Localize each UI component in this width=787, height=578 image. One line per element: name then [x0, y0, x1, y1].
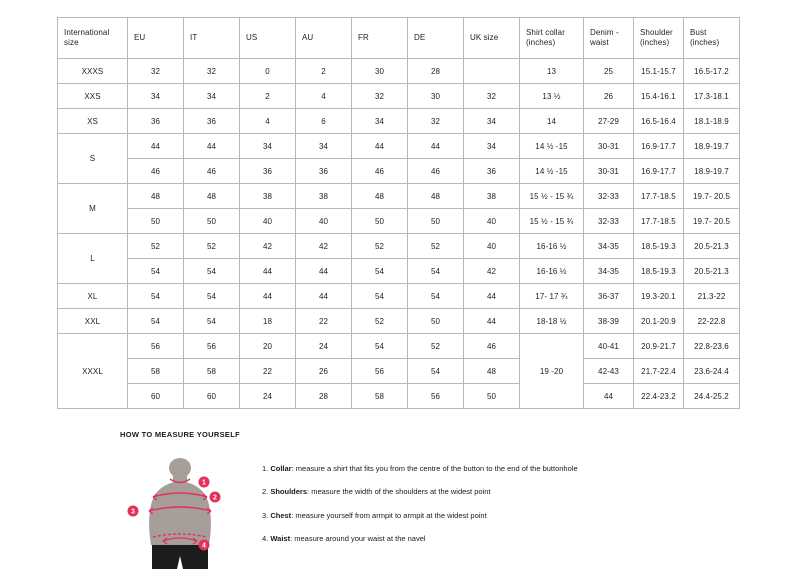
measure-step — [262, 512, 578, 520]
cell-us: 40 — [240, 209, 296, 234]
cell-au: 44 — [296, 284, 352, 309]
cell-collar: 14 ½ -15 — [520, 134, 584, 159]
measure-step — [262, 535, 578, 543]
cell-denim: 44 — [584, 384, 634, 409]
cell-collar: 16-16 ½ — [520, 234, 584, 259]
cell-bust: 16.5-17.2 — [684, 59, 740, 84]
table-row — [58, 259, 740, 284]
cell-us: 18 — [240, 309, 296, 334]
cell-fr: 34 — [352, 109, 408, 134]
cell-uk: 44 — [464, 284, 520, 309]
header-shirt-collar: Shirt collar (inches) — [520, 18, 584, 59]
table-row — [58, 284, 740, 309]
cell-fr: 30 — [352, 59, 408, 84]
size-table-container — [57, 17, 733, 409]
cell-denim: 25 — [584, 59, 634, 84]
cell-au: 26 — [296, 359, 352, 384]
cell-shoulder: 21.7-22.4 — [634, 359, 684, 384]
cell-eu: 34 — [128, 84, 184, 109]
cell-shoulder: 17.7-18.5 — [634, 209, 684, 234]
cell-shoulder: 17.7-18.5 — [634, 184, 684, 209]
cell-de: 56 — [408, 384, 464, 409]
measure-step-text: : measure the width of the shoulders at the widest point — [307, 487, 491, 497]
cell-bust: 18.1-18.9 — [684, 109, 740, 134]
cell-it: 36 — [184, 109, 240, 134]
header-it: IT — [184, 18, 240, 59]
cell-uk: 36 — [464, 159, 520, 184]
cell-us: 42 — [240, 234, 296, 259]
cell-au: 36 — [296, 159, 352, 184]
cell-it: 46 — [184, 159, 240, 184]
cell-uk: 34 — [464, 134, 520, 159]
cell-denim: 26 — [584, 84, 634, 109]
cell-au: 4 — [296, 84, 352, 109]
cell-fr: 50 — [352, 209, 408, 234]
measure-step-label: Chest — [270, 510, 292, 520]
table-row — [58, 384, 740, 409]
cell-it: 56 — [184, 334, 240, 359]
cell-denim: 30-31 — [584, 159, 634, 184]
cell-eu: 48 — [128, 184, 184, 209]
cell-it: 48 — [184, 184, 240, 209]
cell-uk: 34 — [464, 109, 520, 134]
header-au: AU — [296, 18, 352, 59]
cell-collar: 16-16 ½ — [520, 259, 584, 284]
cell-de: 50 — [408, 209, 464, 234]
cell-international-size: XXXL — [58, 334, 128, 409]
measure-step-number: 4. — [262, 533, 271, 543]
cell-fr: 54 — [352, 284, 408, 309]
svg-text:1: 1 — [202, 479, 206, 487]
cell-it: 34 — [184, 84, 240, 109]
cell-au: 22 — [296, 309, 352, 334]
cell-eu: 46 — [128, 159, 184, 184]
table-row — [58, 334, 740, 359]
cell-fr: 54 — [352, 334, 408, 359]
measure-step-text: : measure a shirt that fits you from the centre of the button to the end of the buttonhole — [291, 464, 578, 473]
cell-denim: 38-39 — [584, 309, 634, 334]
cell-international-size: XXS — [58, 84, 128, 109]
cell-international-size: XL — [58, 284, 128, 309]
cell-uk: 48 — [464, 359, 520, 384]
size-chart-table — [57, 17, 740, 409]
cell-fr: 52 — [352, 234, 408, 259]
cell-us: 20 — [240, 334, 296, 359]
cell-us: 44 — [240, 284, 296, 309]
cell-bust: 21.3-22 — [684, 284, 740, 309]
table-row — [58, 234, 740, 259]
cell-collar: 15 ½ - 15 ¾ — [520, 184, 584, 209]
cell-de: 46 — [408, 159, 464, 184]
cell-uk: 40 — [464, 234, 520, 259]
cell-denim: 32-33 — [584, 209, 634, 234]
cell-au: 42 — [296, 234, 352, 259]
cell-fr: 44 — [352, 134, 408, 159]
cell-bust: 17.3-18.1 — [684, 84, 740, 109]
cell-de: 54 — [408, 284, 464, 309]
cell-eu: 58 — [128, 359, 184, 384]
measure-step — [262, 465, 578, 473]
cell-fr: 52 — [352, 309, 408, 334]
cell-denim: 40-41 — [584, 334, 634, 359]
cell-collar: 19 -20 — [520, 334, 584, 409]
cell-us: 22 — [240, 359, 296, 384]
cell-eu: 54 — [128, 309, 184, 334]
cell-de: 28 — [408, 59, 464, 84]
table-row — [58, 109, 740, 134]
cell-us: 24 — [240, 384, 296, 409]
body-measurement-diagram — [120, 453, 240, 575]
how-to-measure-title: HOW TO MEASURE YOURSELF — [120, 430, 240, 439]
table-row — [58, 309, 740, 334]
cell-uk: 32 — [464, 84, 520, 109]
cell-fr: 56 — [352, 359, 408, 384]
cell-us: 2 — [240, 84, 296, 109]
cell-de: 32 — [408, 109, 464, 134]
cell-eu: 56 — [128, 334, 184, 359]
cell-au: 24 — [296, 334, 352, 359]
cell-international-size: XXL — [58, 309, 128, 334]
cell-bust: 24.4-25.2 — [684, 384, 740, 409]
cell-it: 32 — [184, 59, 240, 84]
cell-bust: 20.5-21.3 — [684, 234, 740, 259]
header-bust: Bust (inches) — [684, 18, 740, 59]
cell-de: 52 — [408, 334, 464, 359]
cell-bust: 19.7- 20.5 — [684, 184, 740, 209]
cell-fr: 32 — [352, 84, 408, 109]
cell-it: 54 — [184, 259, 240, 284]
cell-de: 54 — [408, 359, 464, 384]
cell-shoulder: 18.5-19.3 — [634, 259, 684, 284]
cell-au: 34 — [296, 134, 352, 159]
table-row — [58, 359, 740, 384]
cell-collar: 13 ½ — [520, 84, 584, 109]
cell-eu: 52 — [128, 234, 184, 259]
cell-it: 60 — [184, 384, 240, 409]
header-denim-waist: Denim - waist — [584, 18, 634, 59]
cell-us: 36 — [240, 159, 296, 184]
cell-collar: 13 — [520, 59, 584, 84]
cell-au: 44 — [296, 259, 352, 284]
header-shoulder: Shoulder (inches) — [634, 18, 684, 59]
header-international-size: International size — [58, 18, 128, 59]
measure-step-label: Shoulders — [270, 487, 308, 497]
cell-us: 4 — [240, 109, 296, 134]
cell-uk: 50 — [464, 384, 520, 409]
header-eu: EU — [128, 18, 184, 59]
cell-uk: 40 — [464, 209, 520, 234]
cell-it: 50 — [184, 209, 240, 234]
cell-shoulder: 20.1-20.9 — [634, 309, 684, 334]
cell-eu: 50 — [128, 209, 184, 234]
measure-step-text: : measure around your waist at the navel — [290, 533, 426, 543]
cell-fr: 46 — [352, 159, 408, 184]
cell-bust: 23.6-24.4 — [684, 359, 740, 384]
cell-shoulder: 16.9-17.7 — [634, 159, 684, 184]
cell-de: 54 — [408, 259, 464, 284]
cell-denim: 42-43 — [584, 359, 634, 384]
svg-text:2: 2 — [213, 494, 217, 502]
cell-international-size: XS — [58, 109, 128, 134]
cell-it: 52 — [184, 234, 240, 259]
measure-step — [262, 488, 578, 496]
cell-shoulder: 20.9-21.7 — [634, 334, 684, 359]
cell-international-size: L — [58, 234, 128, 284]
cell-international-size: S — [58, 134, 128, 184]
cell-it: 54 — [184, 284, 240, 309]
measure-step-number: 2. — [262, 487, 271, 497]
cell-shoulder: 22.4-23.2 — [634, 384, 684, 409]
cell-fr: 58 — [352, 384, 408, 409]
cell-eu: 32 — [128, 59, 184, 84]
cell-denim: 34-35 — [584, 259, 634, 284]
cell-it: 58 — [184, 359, 240, 384]
table-row — [58, 134, 740, 159]
measure-step-label: Collar — [270, 464, 292, 473]
table-row — [58, 184, 740, 209]
cell-de: 30 — [408, 84, 464, 109]
cell-international-size: XXXS — [58, 59, 128, 84]
cell-us: 34 — [240, 134, 296, 159]
measure-step-number: 3. — [262, 510, 271, 520]
measure-step-text: : measure yourself from armpit to armpit at the widest point — [291, 510, 487, 520]
table-body — [58, 59, 740, 409]
cell-shoulder: 16.9-17.7 — [634, 134, 684, 159]
cell-collar: 18-18 ½ — [520, 309, 584, 334]
cell-bust: 18.9-19.7 — [684, 159, 740, 184]
table-row — [58, 59, 740, 84]
cell-uk: 38 — [464, 184, 520, 209]
table-row — [58, 209, 740, 234]
cell-international-size: M — [58, 184, 128, 234]
cell-denim: 36-37 — [584, 284, 634, 309]
cell-it: 44 — [184, 134, 240, 159]
cell-denim: 32-33 — [584, 184, 634, 209]
header-de: DE — [408, 18, 464, 59]
cell-shoulder: 15.4-16.1 — [634, 84, 684, 109]
cell-it: 54 — [184, 309, 240, 334]
cell-de: 52 — [408, 234, 464, 259]
svg-text:3: 3 — [131, 508, 135, 516]
cell-shoulder: 19.3-20.1 — [634, 284, 684, 309]
header-us: US — [240, 18, 296, 59]
cell-collar: 14 — [520, 109, 584, 134]
cell-shoulder: 16.5-16.4 — [634, 109, 684, 134]
cell-bust: 22-22.8 — [684, 309, 740, 334]
cell-us: 0 — [240, 59, 296, 84]
header-fr: FR — [352, 18, 408, 59]
cell-eu: 44 — [128, 134, 184, 159]
cell-uk: 44 — [464, 309, 520, 334]
table-header-row — [58, 18, 740, 59]
table-row — [58, 84, 740, 109]
cell-de: 44 — [408, 134, 464, 159]
measure-steps-list — [262, 453, 578, 558]
cell-bust: 22.8-23.6 — [684, 334, 740, 359]
cell-denim: 30-31 — [584, 134, 634, 159]
cell-bust: 18.9-19.7 — [684, 134, 740, 159]
cell-au: 28 — [296, 384, 352, 409]
cell-de: 50 — [408, 309, 464, 334]
cell-au: 38 — [296, 184, 352, 209]
cell-au: 2 — [296, 59, 352, 84]
cell-denim: 34-35 — [584, 234, 634, 259]
cell-collar: 15 ½ - 15 ¾ — [520, 209, 584, 234]
cell-shoulder: 15.1-15.7 — [634, 59, 684, 84]
cell-bust: 19.7- 20.5 — [684, 209, 740, 234]
how-to-measure-section — [120, 430, 740, 575]
cell-uk — [464, 59, 520, 84]
cell-fr: 48 — [352, 184, 408, 209]
header-uk-size: UK size — [464, 18, 520, 59]
cell-uk: 42 — [464, 259, 520, 284]
cell-de: 48 — [408, 184, 464, 209]
cell-collar: 14 ½ -15 — [520, 159, 584, 184]
table-row — [58, 159, 740, 184]
cell-eu: 54 — [128, 259, 184, 284]
cell-us: 38 — [240, 184, 296, 209]
cell-eu: 60 — [128, 384, 184, 409]
svg-text:4: 4 — [202, 542, 206, 550]
cell-au: 6 — [296, 109, 352, 134]
mannequin-illustration — [120, 453, 240, 578]
cell-eu: 54 — [128, 284, 184, 309]
cell-shoulder: 18.5-19.3 — [634, 234, 684, 259]
cell-bust: 20.5-21.3 — [684, 259, 740, 284]
cell-eu: 36 — [128, 109, 184, 134]
cell-us: 44 — [240, 259, 296, 284]
cell-fr: 54 — [352, 259, 408, 284]
measure-step-label: Waist — [270, 533, 291, 543]
cell-collar: 17- 17 ¾ — [520, 284, 584, 309]
cell-uk: 46 — [464, 334, 520, 359]
cell-denim: 27-29 — [584, 109, 634, 134]
cell-au: 40 — [296, 209, 352, 234]
measure-step-number: 1. — [262, 464, 271, 473]
